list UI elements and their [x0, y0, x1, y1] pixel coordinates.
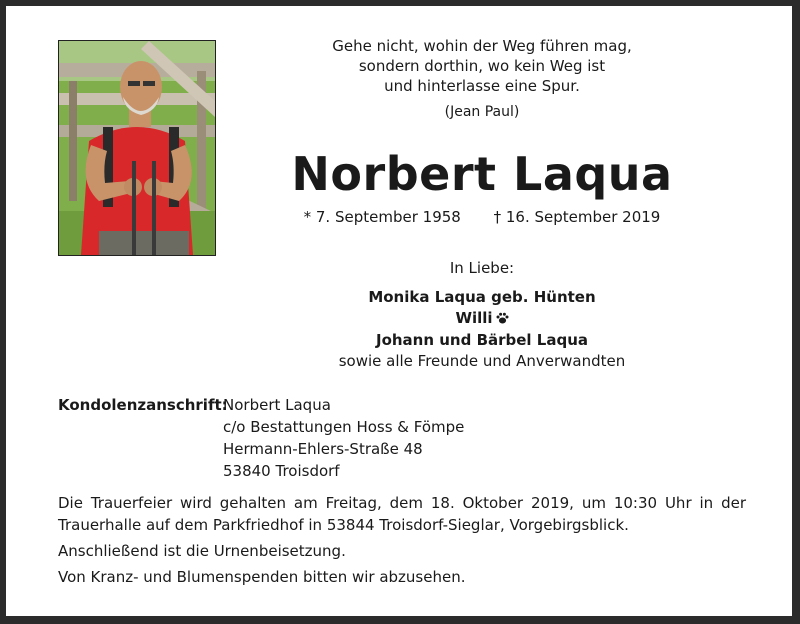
- address-line: Norbert Laqua: [223, 396, 331, 414]
- address-line: Hermann-Ehlers-Straße 48: [223, 440, 423, 458]
- service-paragraph: Von Kranz- und Blumenspenden bitten wir abzusehen.: [58, 568, 466, 586]
- address-line: c/o Bestattungen Hoss & Fömpe: [223, 418, 465, 436]
- portrait-illustration: [59, 41, 215, 255]
- birth-date: * 7. September 1958: [303, 208, 461, 226]
- mourners-intro: In Liebe:: [449, 259, 515, 277]
- condolence-address: [223, 394, 464, 482]
- service-paragraph: Die Trauerfeier wird gehalten am Freitag, dem 18. Oktober 2019, um 10:30 Uhr in der Trauerhalle auf dem Parkfriedhof in 53844 Troisdorf-Sieglar, Vorgebirgsblick.: [58, 494, 746, 534]
- portrait-photo: [58, 40, 216, 256]
- condolence-label: Kondolenzanschrift:: [58, 396, 228, 414]
- quote-author: (Jean Paul): [444, 104, 520, 120]
- mourner-name: Johann und Bärbel Laqua: [375, 331, 589, 349]
- mourner-name: Willi: [455, 309, 493, 327]
- death-date: † 16. September 2019: [493, 208, 661, 226]
- service-paragraph: Anschließend ist die Urnenbeisetzung.: [58, 542, 346, 560]
- mourner-name-row: [232, 308, 732, 330]
- service-info: [58, 492, 746, 592]
- paw-icon: [496, 309, 509, 330]
- mourner-name: Monika Laqua geb. Hünten: [368, 288, 596, 306]
- mourners-list: [232, 258, 732, 372]
- mourners-others: sowie alle Freunde und Anverwandten: [338, 352, 626, 370]
- memorial-quote: [232, 36, 732, 122]
- deceased-name: Norbert Laqua: [291, 147, 673, 201]
- life-dates: [232, 208, 732, 226]
- quote-line: und hinterlasse eine Spur.: [384, 77, 580, 95]
- obituary-card: [6, 6, 792, 616]
- address-line: 53840 Troisdorf: [223, 462, 340, 480]
- quote-line: sondern dorthin, wo kein Weg ist: [358, 57, 606, 75]
- quote-line: Gehe nicht, wohin der Weg führen mag,: [332, 37, 632, 55]
